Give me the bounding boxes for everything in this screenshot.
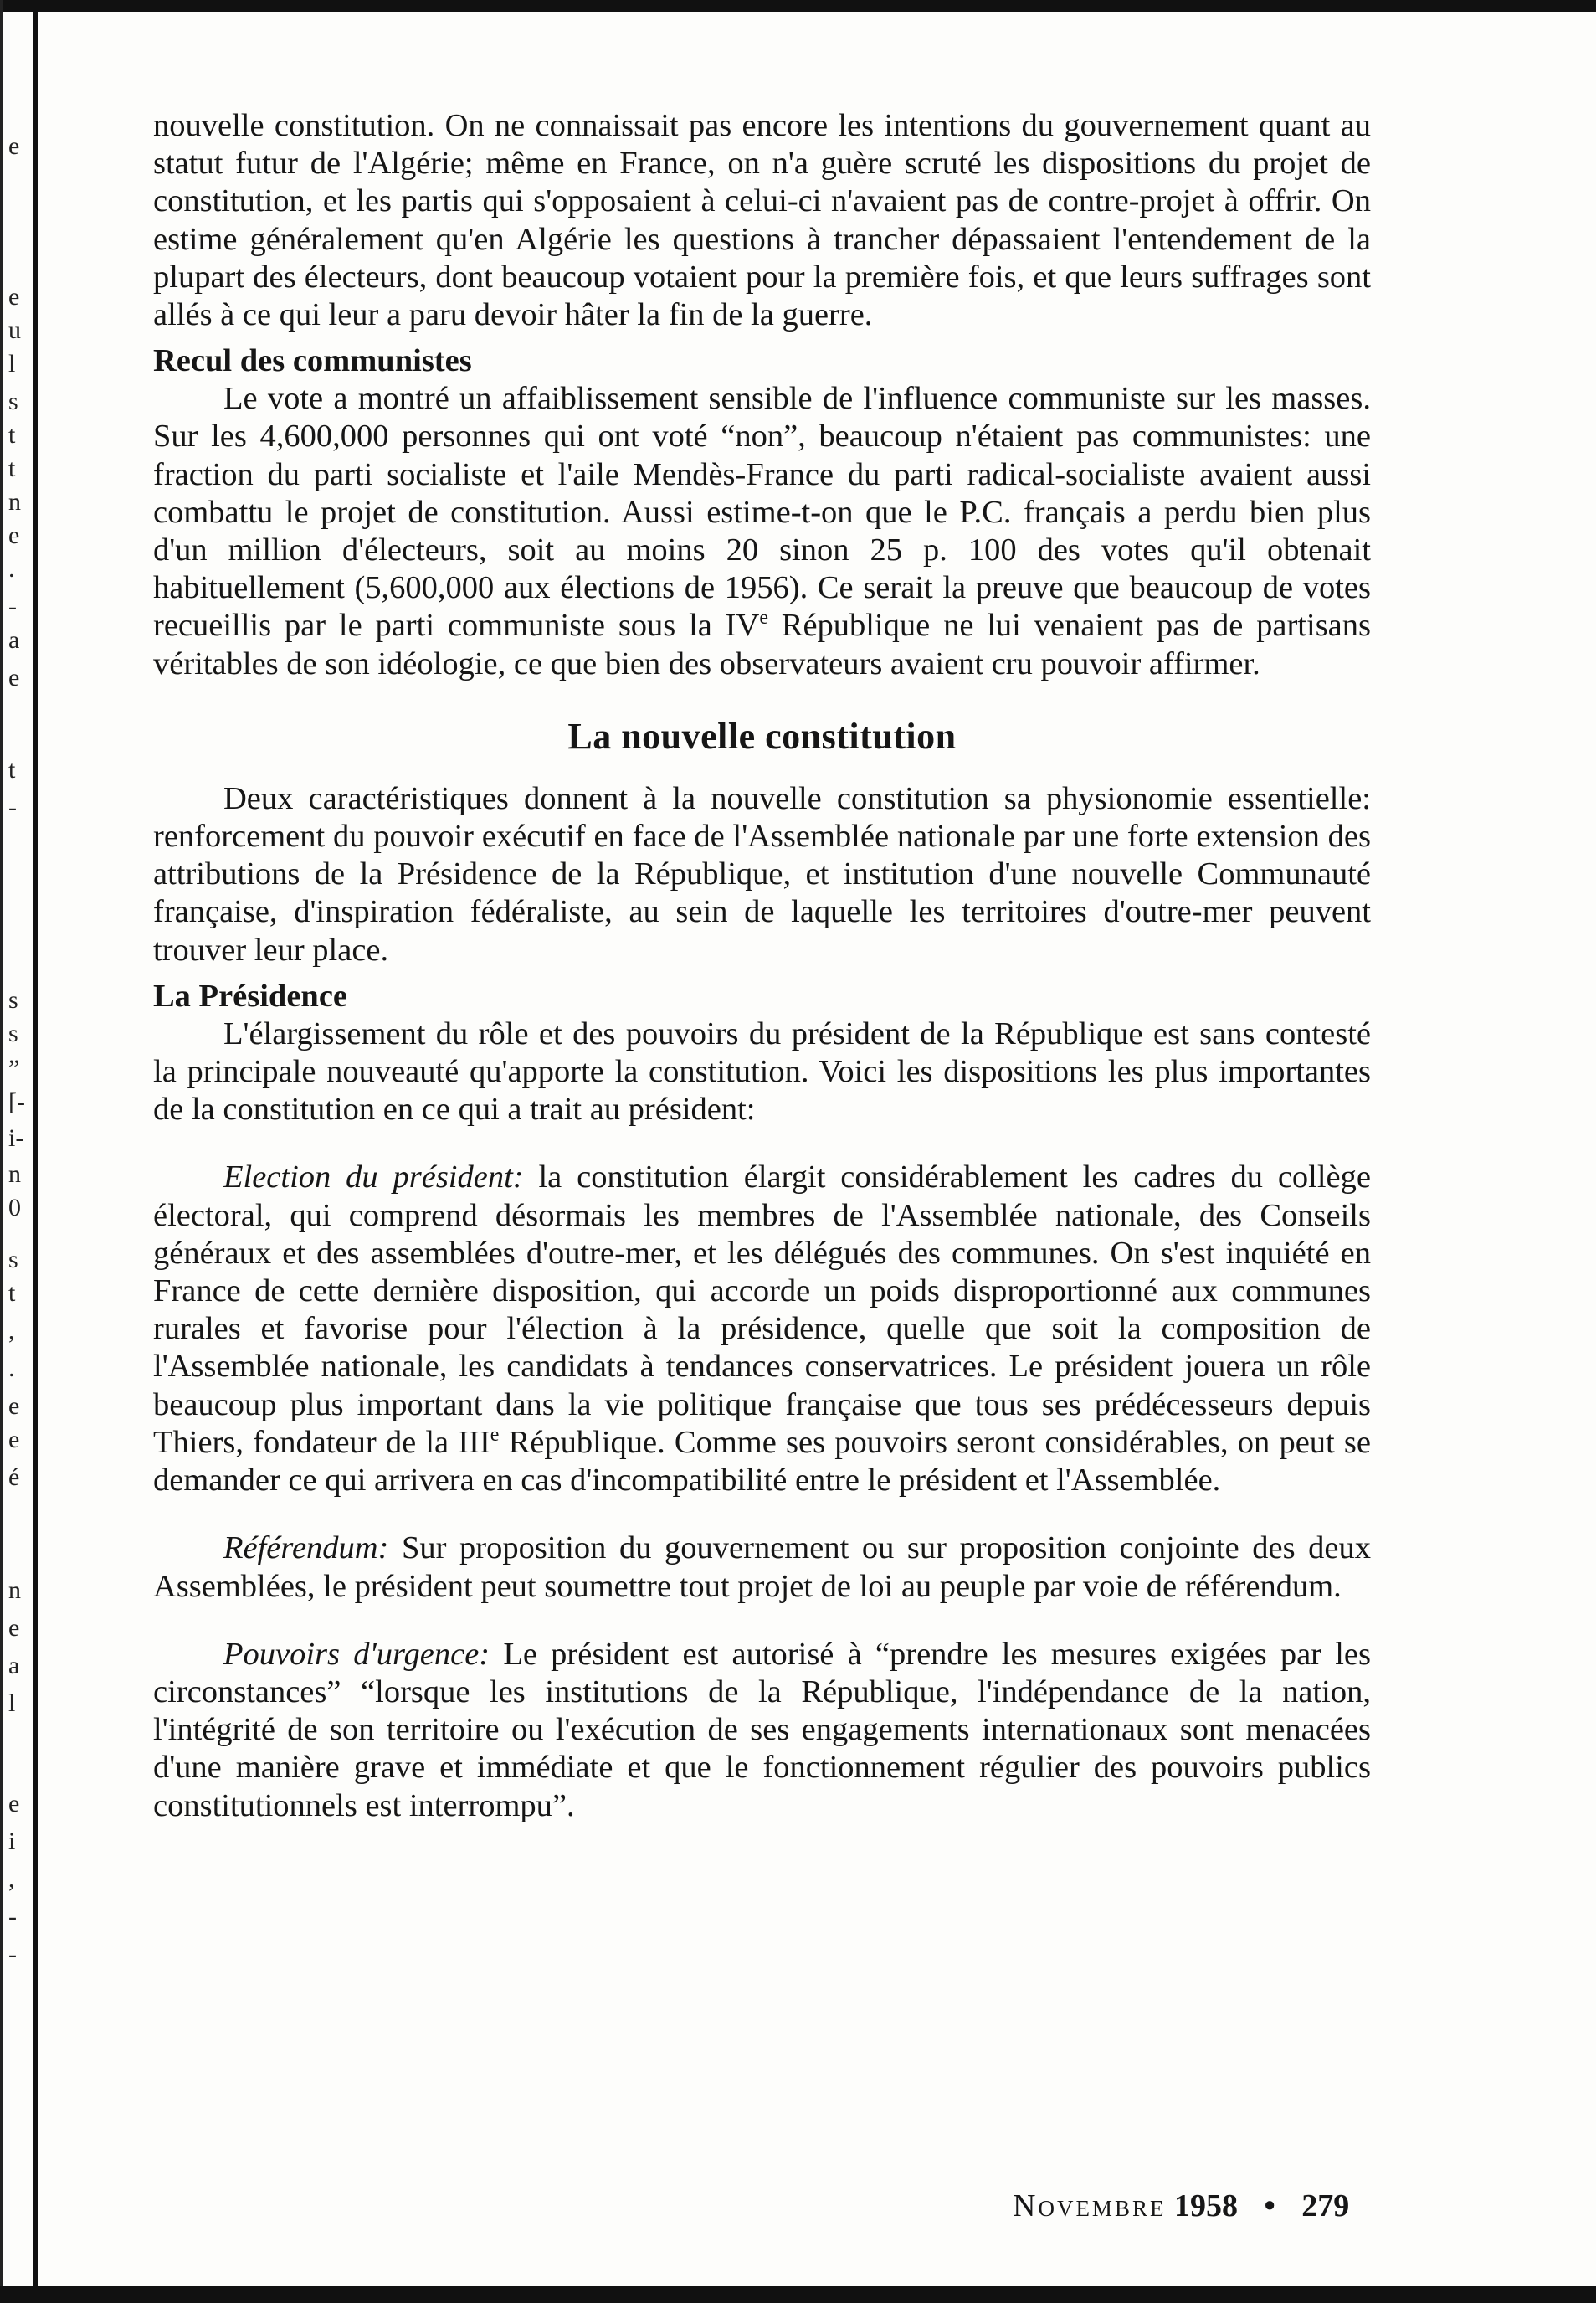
- margin-fragment: -: [8, 593, 17, 620]
- intro-paragraph: nouvelle constitution. On ne connaissait pas encore les intentions du gouvernement quant au statut futur de l'Algérie; même en France, on n'a guère scruté les dispositions du projet de constitution, et les partis qui s'opposaient à celui-ci n'avaient pas de contre-projet à offrir. On estime généralement qu'en Algérie les questions à trancher dépassaient l'entendement de la plupart des électeurs, dont beaucoup votaient pour la première fois, et que leurs suffrages sont allés à ce qui leur a paru devoir hâter la fin de la guerre.: [153, 108, 1371, 333]
- margin-fragment: ”: [8, 1055, 20, 1082]
- urgence-label: Pouvoirs d'urgence:: [223, 1636, 490, 1672]
- election-paragraph: [153, 1159, 1371, 1499]
- scan-left-border: [0, 0, 3, 2303]
- margin-fragment: l: [8, 350, 16, 378]
- margin-fragment: -: [8, 1941, 17, 1968]
- margin-fragment: i-: [8, 1124, 24, 1152]
- margin-fragment: a: [8, 626, 20, 654]
- margin-fragment: s: [8, 1246, 18, 1273]
- footer-bullet: •: [1264, 2188, 1275, 2223]
- referendum-text: Sur proposition du gouvernement ou sur proposition conjointe des deux Assemblées, le président peut soumettre tout projet de loi au peuple par voie de référendum.: [153, 1530, 1371, 1604]
- section-heading-presidence: La Présidence: [153, 978, 348, 1014]
- recul-paragraph: [153, 380, 1371, 683]
- margin-fragment: -: [8, 794, 17, 821]
- page-number: 279: [1301, 2188, 1350, 2223]
- margin-fragment: l: [8, 1689, 16, 1717]
- margin-fragment: e: [8, 1426, 20, 1453]
- section-title-constitution: La nouvelle constitution: [567, 715, 957, 757]
- urgence-paragraph: [153, 1636, 1371, 1825]
- margin-fragment: s: [8, 986, 18, 1014]
- recul-text-end: République ne lui venaient pas de partisans véritables de son idéologie, ce que bien des observateurs avaient cru pouvoir affirmer.: [153, 608, 1372, 681]
- recul-superscript: e: [759, 607, 768, 630]
- section-heading-recul: Recul des communistes: [153, 343, 472, 379]
- margin-fragment: e: [8, 664, 20, 691]
- presidence-paragraph: L'élargissement du rôle et des pouvoirs du président de la République est sans contesté la principale nouveauté qu'apporte la constitution. Voici les dispositions les plus importantes de la constitution en ce qui a trait au président:: [153, 1015, 1371, 1128]
- margin-fragment: [-: [8, 1088, 25, 1116]
- margin-fragment: i: [8, 1827, 16, 1855]
- urgence-text: Le président est autorisé à “prendre les mesures exigées par les circonstances” “lorsque les institutions de la République, l'indépendance de la nation, l'intégrité de son territoire ou l'exécution de ses engagements internationaux sont menacées d'une manière grave et immédiate et que le fonctionnement régulier des pouvoirs publics constitutionnels est interrompu”.: [153, 1636, 1371, 1823]
- margin-fragment: ,: [8, 1317, 15, 1344]
- margin-fragment: n: [8, 1576, 21, 1604]
- margin-fragment: t: [8, 455, 16, 482]
- margin-fragment: s: [8, 1020, 18, 1047]
- margin-fragment: é: [8, 1463, 20, 1491]
- margin-fragment: t: [8, 756, 16, 784]
- margin-fragment: e: [8, 1392, 20, 1420]
- margin-fragment: n: [8, 488, 21, 516]
- election-label: Election du président:: [223, 1159, 524, 1195]
- margin-fragment: 0: [8, 1194, 21, 1221]
- margin-fragment: .: [8, 555, 15, 583]
- referendum-paragraph: [153, 1529, 1371, 1605]
- footer-year: 1958: [1173, 2188, 1238, 2223]
- binding-gutter-line: [33, 0, 38, 2303]
- margin-fragment: t: [8, 1279, 16, 1307]
- margin-fragment: -: [8, 1903, 17, 1930]
- margin-fragment: e: [8, 522, 20, 549]
- election-text-end: République. Comme ses pouvoirs seront considérables, on peut se demander ce qui arrivera en cas d'incompatibilité entre le président et l'Assemblée.: [153, 1424, 1371, 1498]
- margin-fragment: n: [8, 1160, 21, 1188]
- previous-page-margin-fragments: [5, 0, 32, 2303]
- margin-fragment: e: [8, 132, 20, 160]
- margin-fragment: .: [8, 1355, 15, 1382]
- recul-text-start: Le vote a montré un affaiblissement sensible de l'influence communiste sur les masses. Sur les 4,600,000 personnes qui ont voté “non”, beaucoup n'étaient pas communistes: une fraction du parti socialiste et l'aile Mendès-France du parti radical-socialiste avaient aussi combattu le projet de constitution. Aussi estime-t-on que le P.C. français a perdu bien plus d'un million d'électeurs, soit au moins 20 sinon 25 p. 100 des votes qu'il obtenait habituellement (5,600,000 aux élections de 1956). Ce serait la preuve que beaucoup de votes recueillis par le parti communiste sous la IV: [153, 381, 1371, 644]
- margin-fragment: e: [8, 283, 20, 311]
- margin-fragment: ,: [8, 1865, 15, 1893]
- referendum-label: Référendum:: [223, 1530, 389, 1566]
- election-superscript: e: [490, 1424, 500, 1447]
- election-text-start: la constitution élargit considérablement les cadres du collège électoral, qui comprend désormais les membres de l'Assemblée nationale, des Conseils généraux et des assemblées d'outre-mer, et les délégués des communes. On s'est inquiété en France de cette dernière disposition, qui accorde un poids disproportionné aux communes rurales et favorise pour l'élection à la présidence, quelle que soit la composition de l'Assemblée nationale, les candidats à tendances conservatrices. Le président jouera un rôle beaucoup plus important dans la vie politique française que tous ses prédécesseurs depuis Thiers, fondateur de la III: [153, 1159, 1371, 1460]
- article-body: [153, 107, 1371, 1825]
- margin-fragment: s: [8, 388, 18, 415]
- scan-top-border: [0, 0, 1596, 12]
- footer-month: Novembre: [1013, 2188, 1167, 2223]
- margin-fragment: e: [8, 1790, 20, 1817]
- margin-fragment: e: [8, 1614, 20, 1642]
- margin-fragment: a: [8, 1652, 20, 1679]
- scan-bottom-border: [0, 2286, 1596, 2303]
- page-footer: [1013, 2187, 1448, 2225]
- margin-fragment: t: [8, 421, 16, 449]
- constitution-paragraph: Deux caractéristiques donnent à la nouvelle constitution sa physionomie essentielle: renforcement du pouvoir exécutif en face de l'Assemblée nationale par une forte extension des attributions de la Présidence de la République, et institution d'une nouvelle Communauté française, d'inspiration fédéraliste, au sein de laquelle les territoires d'outre-mer peuvent trouver leur place.: [153, 780, 1371, 968]
- margin-fragment: u: [8, 316, 21, 344]
